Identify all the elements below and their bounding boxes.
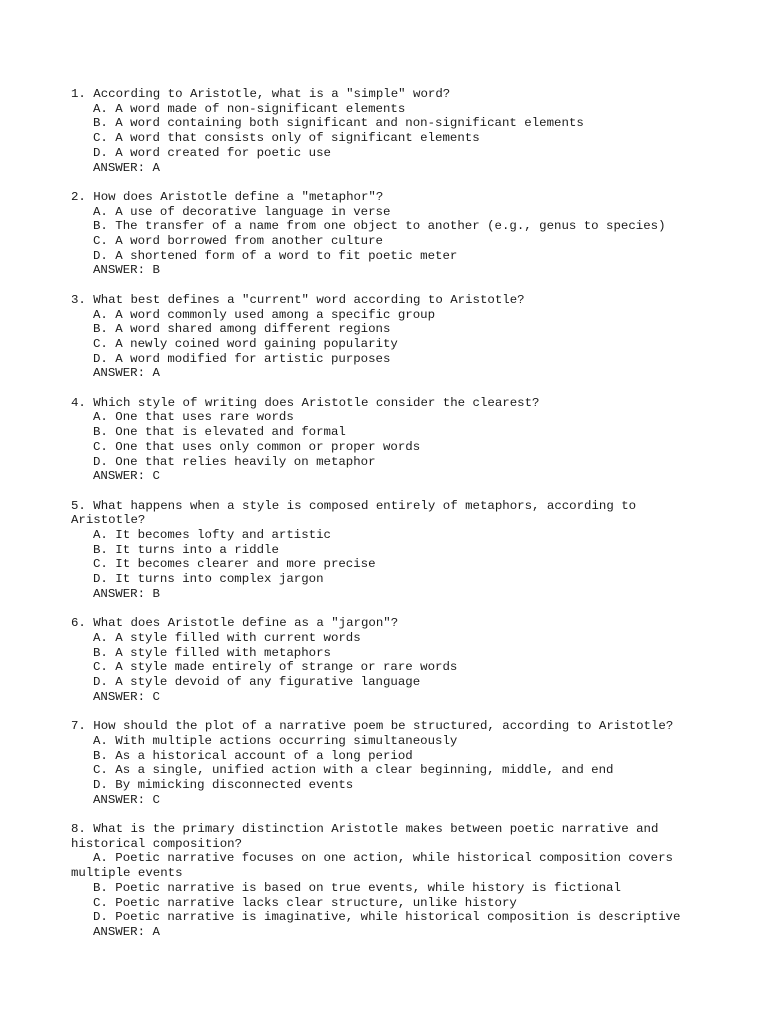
question-text: 8. What is the primary distinction Aristotle makes between poetic narrative and historical composition? <box>71 822 666 851</box>
option-a: A. A use of decorative language in verse <box>93 204 391 219</box>
option-d: D. A shortened form of a word to fit poetic meter <box>93 248 458 263</box>
option-b: B. It turns into a riddle <box>93 542 279 557</box>
option-a: A. A style filled with current words <box>93 630 361 645</box>
question-text: 4. Which style of writing does Aristotle consider the clearest? <box>71 395 540 410</box>
question-text: 5. What happens when a style is composed entirely of metaphors, according to Aristotle? <box>71 498 644 528</box>
question-text: 1. According to Aristotle, what is a "simple" word? <box>71 87 451 101</box>
option-a: A. One that uses rare words <box>93 410 294 425</box>
option-d: D. By mimicking disconnected events <box>93 777 354 792</box>
answer-line: ANSWER: B <box>93 586 160 601</box>
question-text: 7. How should the plot of a narrative poem be structured, according to Aristotle? <box>71 719 674 734</box>
option-a: A. A word commonly used among a specific group <box>93 307 436 322</box>
question-1 <box>71 87 701 175</box>
option-a: A. With multiple actions occurring simultaneously <box>93 733 458 748</box>
option-c: C. A style made entirely of strange or rare words <box>93 660 458 675</box>
option-c: C. It becomes clearer and more precise <box>93 557 376 572</box>
option-d: D. A word modified for artistic purposes <box>93 351 391 366</box>
option-d: D. One that relies heavily on metaphor <box>93 454 376 469</box>
option-a: A. It becomes lofty and artistic <box>93 528 331 543</box>
question-text: 6. What does Aristotle define as a "jargon"? <box>71 616 399 631</box>
option-c: C. Poetic narrative lacks clear structure, unlike history <box>93 895 517 910</box>
option-d: D. A style devoid of any figurative language <box>93 675 421 690</box>
option-b: B. A style filled with metaphors <box>93 645 331 660</box>
option-c: C. A word that consists only of significant elements <box>93 131 480 146</box>
option-d: D. Poetic narrative is imaginative, while historical composition is descriptive <box>93 910 681 925</box>
option-b: B. A word shared among different regions <box>93 322 391 337</box>
option-c: C. A word borrowed from another culture <box>93 234 383 249</box>
question-8 <box>71 822 701 940</box>
question-6 <box>71 616 701 704</box>
question-4 <box>71 396 701 484</box>
question-3 <box>71 293 701 381</box>
question-text: 2. How does Aristotle define a "metaphor"? <box>71 189 384 204</box>
option-a: A. Poetic narrative focuses on one action, while historical composition covers multiple events <box>71 851 681 881</box>
option-c: C. As a single, unified action with a clear beginning, middle, and end <box>93 763 614 778</box>
answer-line: ANSWER: C <box>93 689 160 704</box>
question-text: 3. What best defines a "current" word according to Aristotle? <box>71 292 525 307</box>
option-c: C. A newly coined word gaining popularity <box>93 336 398 351</box>
answer-line: ANSWER: A <box>93 924 160 939</box>
option-b: B. As a historical account of a long period <box>93 748 413 763</box>
question-5 <box>71 499 701 602</box>
answer-line: ANSWER: C <box>93 792 160 807</box>
question-2 <box>71 190 701 278</box>
answer-line: ANSWER: C <box>93 469 160 484</box>
quiz-document <box>71 87 701 954</box>
answer-line: ANSWER: A <box>93 160 160 175</box>
question-7 <box>71 719 701 807</box>
option-b: B. One that is elevated and formal <box>93 425 346 440</box>
option-b: B. A word containing both significant and non-significant elements <box>93 116 584 131</box>
option-d: D. A word created for poetic use <box>93 145 331 160</box>
option-b: B. Poetic narrative is based on true events, while history is fictional <box>93 880 621 895</box>
answer-line: ANSWER: A <box>93 366 160 381</box>
option-b: B. The transfer of a name from one object to another (e.g., genus to species) <box>93 219 666 234</box>
option-c: C. One that uses only common or proper words <box>93 439 421 454</box>
option-a: A. A word made of non-significant elements <box>93 101 406 116</box>
answer-line: ANSWER: B <box>93 263 160 278</box>
option-d: D. It turns into complex jargon <box>93 572 324 587</box>
